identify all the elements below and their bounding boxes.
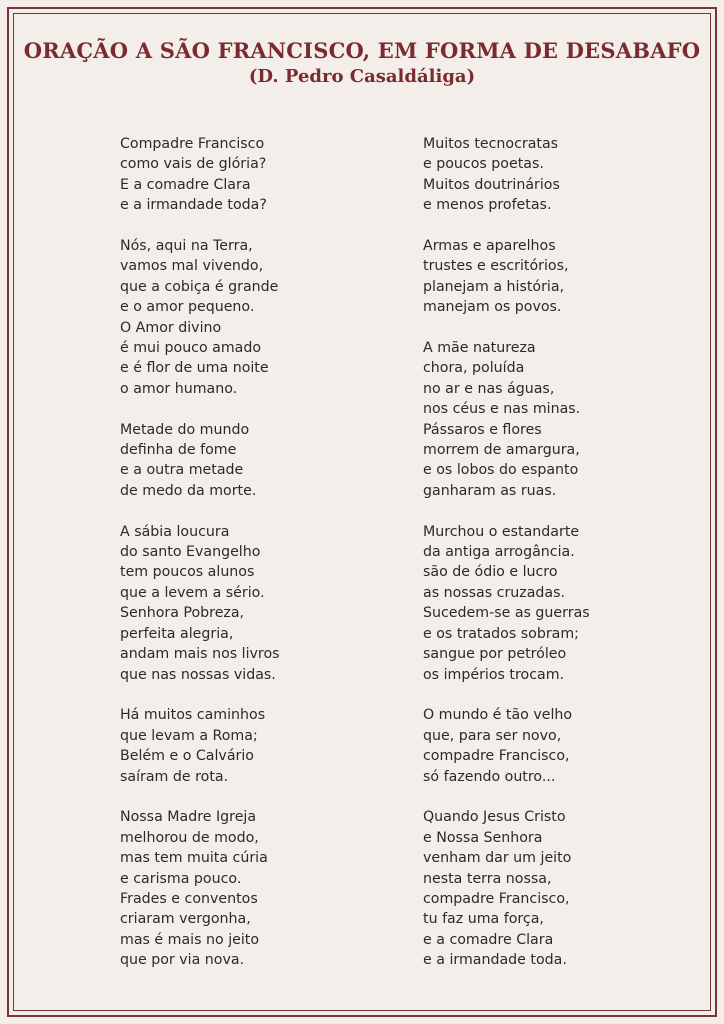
poem-line: trustes e escritórios,	[423, 258, 569, 275]
poem-line: Sucedem-se as guerras	[423, 605, 590, 622]
poem-line: ganharam as ruas.	[423, 482, 557, 499]
stanza	[423, 705, 683, 787]
poem-line: e carisma pouco.	[120, 870, 242, 887]
poem-line: O Amor divino	[120, 319, 222, 336]
poem-line: venham dar um jeito	[423, 850, 572, 867]
poem-line: que a cobiça é grande	[120, 278, 279, 295]
poem-line: manejam os povos.	[423, 299, 562, 316]
poem-line: e os tratados sobram;	[423, 625, 579, 642]
poem-line: definha de fome	[120, 442, 237, 459]
poem-line: compadre Francisco,	[423, 890, 570, 907]
poem-line: andam mais nos livros	[120, 646, 280, 663]
poem-line: são de ódio e lucro	[423, 564, 558, 581]
poem-line: como vais de glória?	[120, 156, 267, 173]
poem-line: e é flor de uma noite	[120, 360, 269, 377]
poem-line: Compadre Francisco	[120, 136, 265, 152]
stanza	[120, 420, 360, 502]
poem-line: Nós, aqui na Terra,	[120, 238, 253, 255]
poem-line: só fazendo outro...	[423, 768, 556, 785]
poem-line: Nossa Madre Igreja	[120, 809, 257, 826]
poem-line: A mãe natureza	[423, 340, 536, 357]
poem-line: tem poucos alunos	[120, 564, 255, 581]
poem-line: nesta terra nossa,	[423, 870, 552, 887]
poem-line: mas é mais no jeito	[120, 931, 260, 948]
poem-line: compadre Francisco,	[423, 748, 570, 765]
poem-line: melhorou de modo,	[120, 829, 259, 846]
poem-line: que nas nossas vidas.	[120, 666, 276, 683]
stanza	[120, 134, 360, 216]
poem-line: O mundo é tão velho	[423, 707, 573, 724]
stanza	[423, 522, 683, 685]
poem-line: e os lobos do espanto	[423, 462, 579, 479]
poem-line: o amor humano.	[120, 380, 238, 397]
poem-line: de medo da morte.	[120, 482, 257, 499]
poem-line: tu faz uma força,	[423, 911, 544, 928]
poem-line: Pássaros e flores	[423, 421, 542, 438]
poem-line: Murchou o estandarte	[423, 523, 580, 540]
poem-line: criaram vergonha,	[120, 911, 251, 928]
poem-line: Frades e conventos	[120, 890, 258, 907]
poem-line: Muitos tecnocratas	[423, 136, 559, 152]
poem-line: e a outra metade	[120, 462, 244, 479]
poem-line: morrem de amargura,	[423, 442, 580, 459]
poem-line: A sábia loucura	[120, 523, 230, 540]
poem-line: Metade do mundo	[120, 421, 250, 438]
poem-line: Armas e aparelhos	[423, 238, 556, 255]
poem-line: que por via nova.	[120, 952, 245, 969]
stanza	[120, 807, 360, 970]
poem-line: Há muitos caminhos	[120, 707, 266, 724]
poem-line: perfeita alegria,	[120, 625, 234, 642]
left-column	[120, 134, 360, 991]
poem-line: da antiga arrogância.	[423, 544, 575, 561]
poem-line: e menos profetas.	[423, 197, 552, 214]
stanza	[423, 236, 683, 318]
poem-line: chora, poluída	[423, 360, 525, 377]
stanza	[423, 807, 683, 970]
poem-line: vamos mal vivendo,	[120, 258, 264, 275]
right-column	[423, 134, 683, 991]
poem-line: no ar e nas águas,	[423, 380, 555, 397]
poem-line: saíram de rota.	[120, 768, 229, 785]
stanza	[423, 134, 683, 216]
poem-line: mas tem muita cúria	[120, 850, 268, 867]
poem-line: e a irmandade toda.	[423, 952, 567, 969]
poem-line: que levam a Roma;	[120, 727, 258, 744]
poem-line: nos céus e nas minas.	[423, 401, 581, 418]
poem-line: e poucos poetas.	[423, 156, 544, 173]
poem-line: Quando Jesus Cristo	[423, 809, 566, 826]
poem-line: que, para ser novo,	[423, 727, 562, 744]
poem-line: as nossas cruzadas.	[423, 584, 566, 601]
poem-line: e a irmandade toda?	[120, 197, 267, 214]
stanza	[120, 522, 360, 685]
poem-line: planejam a história,	[423, 278, 565, 295]
poem-line: do santo Evangelho	[120, 544, 261, 561]
poem-line: Muitos doutrinários	[423, 176, 560, 193]
poem-author: (D. Pedro Casaldáliga)	[248, 66, 476, 87]
poem-line: os impérios trocam.	[423, 666, 565, 683]
poem-line: e Nossa Senhora	[423, 829, 543, 846]
stanza	[120, 236, 360, 399]
poem-line: que a levem a sério.	[120, 584, 265, 601]
poem-line: é mui pouco amado	[120, 340, 262, 357]
stanza	[120, 705, 360, 787]
poem-line: E a comadre Clara	[120, 176, 251, 193]
poem-line: sangue por petróleo	[423, 646, 567, 663]
poem-line: e o amor pequeno.	[120, 299, 255, 316]
poem-line: e a comadre Clara	[423, 931, 554, 948]
poem-line: Senhora Pobreza,	[120, 605, 245, 622]
stanza	[423, 338, 683, 501]
poem-line: Belém e o Calvário	[120, 748, 254, 765]
poem-title: ORAÇÃO A SÃO FRANCISCO, EM FORMA DE DESABAFO	[23, 38, 701, 63]
